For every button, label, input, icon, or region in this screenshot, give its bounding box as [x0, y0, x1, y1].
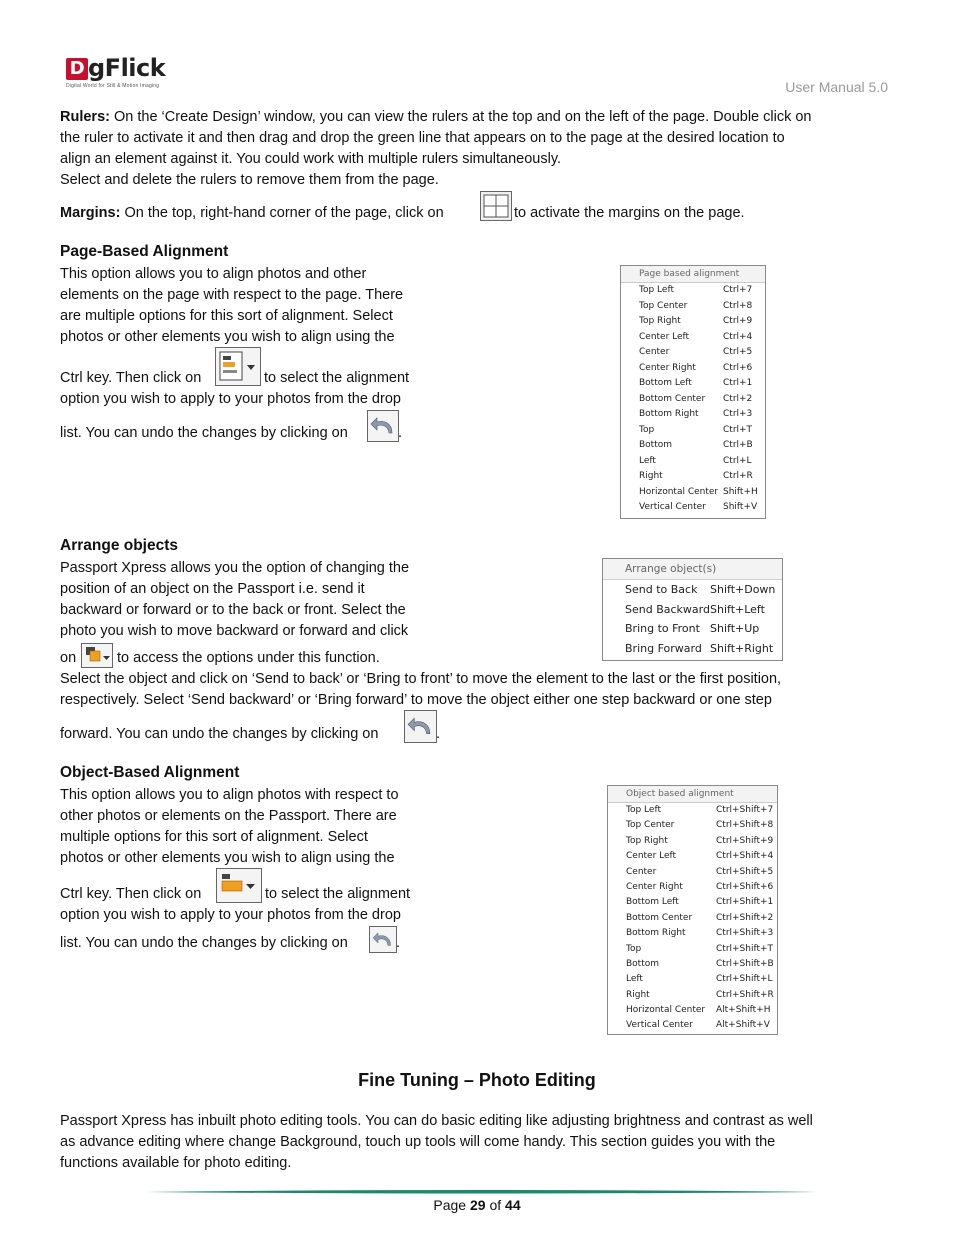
page-alignment-menu-item-shortcut: Ctrl+9 [723, 316, 753, 326]
page-alignment-menu-items [621, 283, 765, 516]
object-alignment-menu-item[interactable] [608, 926, 777, 941]
object-alignment-menu-item-label: Bottom Left [626, 897, 679, 908]
footer-divider [146, 1189, 818, 1195]
logo-rest: gFlick [88, 54, 166, 82]
page-prefix: Page [433, 1197, 470, 1213]
page-alignment-menu-item-label: Center Right [639, 362, 696, 373]
object-alignment-menu-item-label: Bottom Center [626, 912, 693, 923]
object-alignment-menu-item[interactable] [608, 988, 777, 1003]
logo-tagline: Digital World for Still & Motion Imaging [66, 83, 160, 89]
page-alignment-menu-item[interactable] [621, 283, 765, 299]
page-alignment-menu-item-label: Top Right [639, 316, 681, 326]
undo-icon[interactable] [367, 410, 399, 442]
page-alignment-line-5-after: to select the alignment [264, 370, 410, 386]
object-alignment-line-3: multiple options for this sort of alignment. Select [60, 829, 368, 845]
page-alignment-menu-item-label: Bottom Right [639, 409, 699, 419]
page-alignment-menu-item-shortcut: Ctrl+4 [723, 331, 753, 342]
object-alignment-menu-item-label: Top Left [626, 805, 661, 815]
page-alignment-menu-item-label: Left [639, 455, 656, 466]
rulers-label: Rulers: [60, 109, 110, 125]
rulers-line-2: the ruler to activate it and then drag and drop the green line that appears on to the page at the desired location to [60, 130, 785, 146]
arrange-line-5-after: to access the options under this function. [117, 650, 380, 666]
arrange-line-3: backward or forward or to the back or front. Select the [60, 602, 406, 618]
page-alignment-menu-title: Page based alignment [621, 266, 765, 283]
object-alignment-menu-item-label: Horizontal Center [626, 1005, 706, 1016]
object-alignment-menu-item-shortcut: Ctrl+Shift+9 [716, 835, 774, 846]
margins-text-after: to activate the margins on the page. [514, 205, 745, 221]
arrange-menu-item-label: Send to Back [625, 583, 698, 596]
page-alignment-menu-item-shortcut: Ctrl+7 [723, 285, 753, 295]
page-alignment-menu-item-label: Center [639, 347, 670, 357]
page-alignment-menu-item[interactable] [621, 423, 765, 439]
page-alignment-menu-item[interactable] [621, 314, 765, 330]
object-alignment-line-5-before: Ctrl key. Then click on [60, 886, 202, 902]
object-alignment-menu-item[interactable] [608, 818, 777, 833]
object-alignment-menu-item-shortcut: Ctrl+Shift+7 [716, 805, 774, 815]
object-alignment-menu-item-shortcut: Alt+Shift+H [716, 1005, 771, 1016]
object-alignment-menu-item[interactable] [608, 865, 777, 880]
page-alignment-menu-item-label: Top [639, 424, 655, 435]
object-alignment-menu-item-shortcut: Ctrl+Shift+T [716, 943, 774, 954]
object-alignment-line-7-after: . [396, 935, 401, 951]
arrange-line-2: position of an object on the Passport i.e. send it [60, 581, 365, 597]
object-alignment-menu-item-shortcut: Ctrl+Shift+3 [716, 928, 774, 939]
rulers-line-1 [60, 107, 811, 128]
object-alignment-menu-item-shortcut: Alt+Shift+V [716, 1020, 770, 1031]
object-alignment-menu-item-shortcut: Ctrl+Shift+R [716, 989, 774, 1000]
object-alignment-menu-item[interactable] [608, 957, 777, 972]
arrange-heading: Arrange objects [60, 537, 179, 554]
arrange-line-5-before: on [60, 650, 77, 666]
page-alignment-menu-item-shortcut: Ctrl+1 [723, 378, 753, 388]
page-alignment-menu-item[interactable] [621, 469, 765, 485]
object-alignment-line-5-after: to select the alignment [265, 886, 411, 902]
margins-text: On the top, right-hand corner of the page, click on [120, 205, 444, 221]
page-alignment-menu-item-shortcut: Ctrl+T [723, 424, 753, 435]
object-alignment-menu-item-label: Vertical Center [626, 1020, 693, 1031]
page-alignment-menu-item-label: Vertical Center [639, 502, 706, 512]
object-alignment-dropdown-icon[interactable] [216, 868, 262, 903]
arrange-line-1: Passport Xpress allows you the option of changing the [60, 560, 410, 576]
arrange-line-8-before: forward. You can undo the changes by clicking on [60, 726, 379, 742]
arrange-line-8-after: . [436, 726, 441, 742]
undo-icon[interactable] [369, 926, 397, 953]
arrange-menu-title: Arrange object(s) [603, 559, 782, 580]
arrange-menu-item-shortcut: Shift+Left [710, 602, 765, 616]
object-alignment-menu-item[interactable] [608, 880, 777, 895]
page-alignment-dropdown-icon[interactable] [215, 347, 261, 386]
arrange-menu-item[interactable] [603, 580, 782, 600]
object-alignment-menu-item-label: Top Right [626, 835, 668, 846]
object-alignment-menu-item[interactable] [608, 942, 777, 957]
arrange-menu-item[interactable] [603, 639, 782, 659]
page-alignment-menu-item[interactable] [621, 392, 765, 408]
object-alignment-line-7-before: list. You can undo the changes by clicking on [60, 935, 348, 951]
page-alignment-menu-item-label: Horizontal Center [639, 486, 719, 497]
page-alignment-menu-item-shortcut: Ctrl+L [723, 455, 752, 466]
object-alignment-menu-item[interactable] [608, 972, 777, 987]
page-alignment-menu-item[interactable] [621, 376, 765, 392]
fine-tuning-line-1: Passport Xpress has inbuilt photo editing tools. You can do basic editing like adjusting brightness and contrast as well [60, 1113, 813, 1129]
arrange-menu [602, 558, 783, 661]
object-alignment-menu-item[interactable] [608, 834, 777, 849]
page-alignment-line-2: elements on the page with respect to the page. There [60, 287, 404, 303]
page-alignment-line-7-before: list. You can undo the changes by clicking on [60, 425, 348, 441]
object-alignment-line-4: photos or other elements you wish to align using the [60, 850, 395, 866]
page-alignment-menu-item-shortcut: Ctrl+R [723, 471, 753, 481]
page-alignment-menu-item-shortcut: Ctrl+3 [723, 409, 753, 419]
object-alignment-menu-item-shortcut: Ctrl+Shift+2 [716, 912, 774, 923]
page-of: of [485, 1197, 506, 1213]
rulers-line-4: Select and delete the rulers to remove them from the page. [60, 172, 439, 188]
fine-tuning-line-3: functions available for photo editing. [60, 1155, 292, 1171]
object-alignment-menu-item-label: Top [626, 943, 642, 954]
object-alignment-menu-item-shortcut: Ctrl+Shift+5 [716, 866, 774, 877]
page-alignment-line-1: This option allows you to align photos and other [60, 266, 367, 282]
object-alignment-menu-items [608, 803, 777, 1034]
undo-icon[interactable] [404, 710, 437, 743]
fine-tuning-line-2: as advance editing where change Background, touch up tools will come handy. This section guides you with the [60, 1134, 776, 1150]
object-alignment-menu [607, 785, 778, 1035]
page-total: 44 [505, 1197, 521, 1213]
object-alignment-menu-item-label: Center Left [626, 851, 677, 862]
page-alignment-menu-item-shortcut: Shift+V [723, 502, 758, 512]
logo-letter: D [66, 58, 88, 80]
page-alignment-line-5-before: Ctrl key. Then click on [60, 370, 202, 386]
page-alignment-menu-item[interactable] [621, 407, 765, 423]
margins-grid-icon[interactable] [480, 191, 512, 221]
page-alignment-menu-item-label: Bottom Left [639, 378, 692, 388]
object-alignment-menu-item[interactable] [608, 803, 777, 818]
page-alignment-menu-item-label: Bottom Center [639, 393, 706, 404]
page-alignment-menu-item-shortcut: Shift+H [723, 486, 758, 497]
arrange-menu-items [603, 580, 782, 658]
object-alignment-menu-item-label: Top Center [626, 820, 675, 831]
page-alignment-menu-item[interactable] [621, 485, 765, 501]
manual-version: User Manual 5.0 [785, 79, 888, 95]
page-alignment-line-7-after: . [398, 425, 403, 441]
page-alignment-menu-item[interactable] [621, 438, 765, 454]
page-number [0, 1197, 954, 1213]
margins-label: Margins: [60, 205, 121, 221]
object-alignment-menu-item-label: Center Right [626, 881, 683, 892]
object-alignment-menu-item[interactable] [608, 895, 777, 910]
arrange-line-7: respectively. Select ‘Send backward’ or ‘Bring forward’ to move the object either one step backward or one step [60, 692, 772, 708]
object-alignment-menu-item-shortcut: Ctrl+Shift+6 [716, 881, 774, 892]
page-alignment-menu-item[interactable] [621, 330, 765, 346]
object-alignment-line-1: This option allows you to align photos with respect to [60, 787, 399, 803]
object-alignment-menu-item-label: Left [626, 974, 643, 985]
margins-line [60, 203, 444, 224]
object-alignment-menu-item-label: Center [626, 866, 657, 877]
arrange-menu-item-shortcut: Shift+Down [710, 583, 776, 596]
page-alignment-menu-item-label: Center Left [639, 331, 690, 342]
object-alignment-menu-item-label: Bottom [626, 958, 660, 969]
arrange-menu-item-shortcut: Shift+Up [710, 622, 760, 635]
page-alignment-menu-item[interactable] [621, 454, 765, 470]
arrange-menu-item-label: Bring to Front [625, 622, 700, 635]
object-alignment-heading: Object-Based Alignment [60, 764, 240, 781]
page-alignment-menu-item-shortcut: Ctrl+5 [723, 347, 753, 357]
rulers-text-1: On the ‘Create Design’ window, you can view the rulers at the top and on the left of the page. Double click on [109, 109, 812, 125]
page-alignment-menu-item-label: Right [639, 471, 663, 481]
arrange-line-4: photo you wish to move backward or forward and click [60, 623, 409, 639]
fine-tuning-heading: Fine Tuning – Photo Editing [358, 1070, 596, 1090]
logo-wordmark [66, 54, 176, 82]
object-alignment-menu-item-label: Bottom Right [626, 928, 686, 939]
object-alignment-menu-item-shortcut: Ctrl+Shift+B [716, 958, 774, 969]
rulers-line-3: align an element against it. You could work with multiple rulers simultaneously. [60, 151, 562, 167]
object-alignment-menu-item[interactable] [608, 911, 777, 926]
dgflick-logo [66, 54, 176, 96]
arrange-dropdown-icon[interactable] [81, 643, 113, 668]
page-alignment-menu-item-shortcut: Ctrl+2 [723, 393, 753, 404]
page-alignment-menu-item[interactable] [621, 361, 765, 377]
object-alignment-line-2: other photos or elements on the Passport. There are [60, 808, 397, 824]
object-alignment-menu-item-shortcut: Ctrl+Shift+L [716, 974, 773, 985]
page-alignment-menu-item-shortcut: Ctrl+8 [723, 300, 753, 311]
page-alignment-menu-item-shortcut: Ctrl+B [723, 440, 753, 450]
page-alignment-menu-item-label: Bottom [639, 440, 673, 450]
page-alignment-heading: Page-Based Alignment [60, 243, 229, 260]
arrange-menu-item-shortcut: Shift+Right [710, 641, 774, 655]
page-alignment-menu-item[interactable] [621, 500, 765, 516]
page-alignment-menu-item[interactable] [621, 345, 765, 361]
page-alignment-menu-item-shortcut: Ctrl+6 [723, 362, 753, 373]
page-alignment-line-4: photos or other elements you wish to align using the [60, 329, 395, 345]
object-alignment-menu-item[interactable] [608, 849, 777, 864]
object-alignment-menu-item[interactable] [608, 1003, 777, 1018]
page-current: 29 [469, 1197, 486, 1213]
page-alignment-menu-item-label: Top Center [639, 300, 688, 311]
arrange-line-6: Select the object and click on ‘Send to back’ or ‘Bring to front’ to move the element to the last or the first position, [60, 671, 782, 687]
object-alignment-menu-item-shortcut: Ctrl+Shift+4 [716, 851, 774, 862]
page-alignment-line-6: option you wish to apply to your photos from the drop [60, 391, 401, 407]
object-alignment-menu-item-shortcut: Ctrl+Shift+1 [716, 897, 774, 908]
arrange-menu-item-label: Bring Forward [625, 641, 702, 655]
arrange-menu-item[interactable] [603, 619, 782, 639]
object-alignment-line-6: option you wish to apply to your photos from the drop [60, 907, 401, 923]
object-alignment-menu-item[interactable] [608, 1018, 777, 1033]
arrange-menu-item[interactable] [603, 600, 782, 620]
object-alignment-menu-title: Object based alignment [608, 786, 777, 803]
page-alignment-menu-item-label: Top Left [639, 285, 674, 295]
object-alignment-menu-item-label: Right [626, 989, 650, 1000]
page-alignment-menu [620, 265, 766, 519]
arrange-menu-item-label: Send Backward [625, 602, 710, 616]
page-alignment-menu-item[interactable] [621, 299, 765, 315]
object-alignment-menu-item-shortcut: Ctrl+Shift+8 [716, 820, 774, 831]
page-alignment-line-3: are multiple options for this sort of alignment. Select [60, 308, 393, 324]
